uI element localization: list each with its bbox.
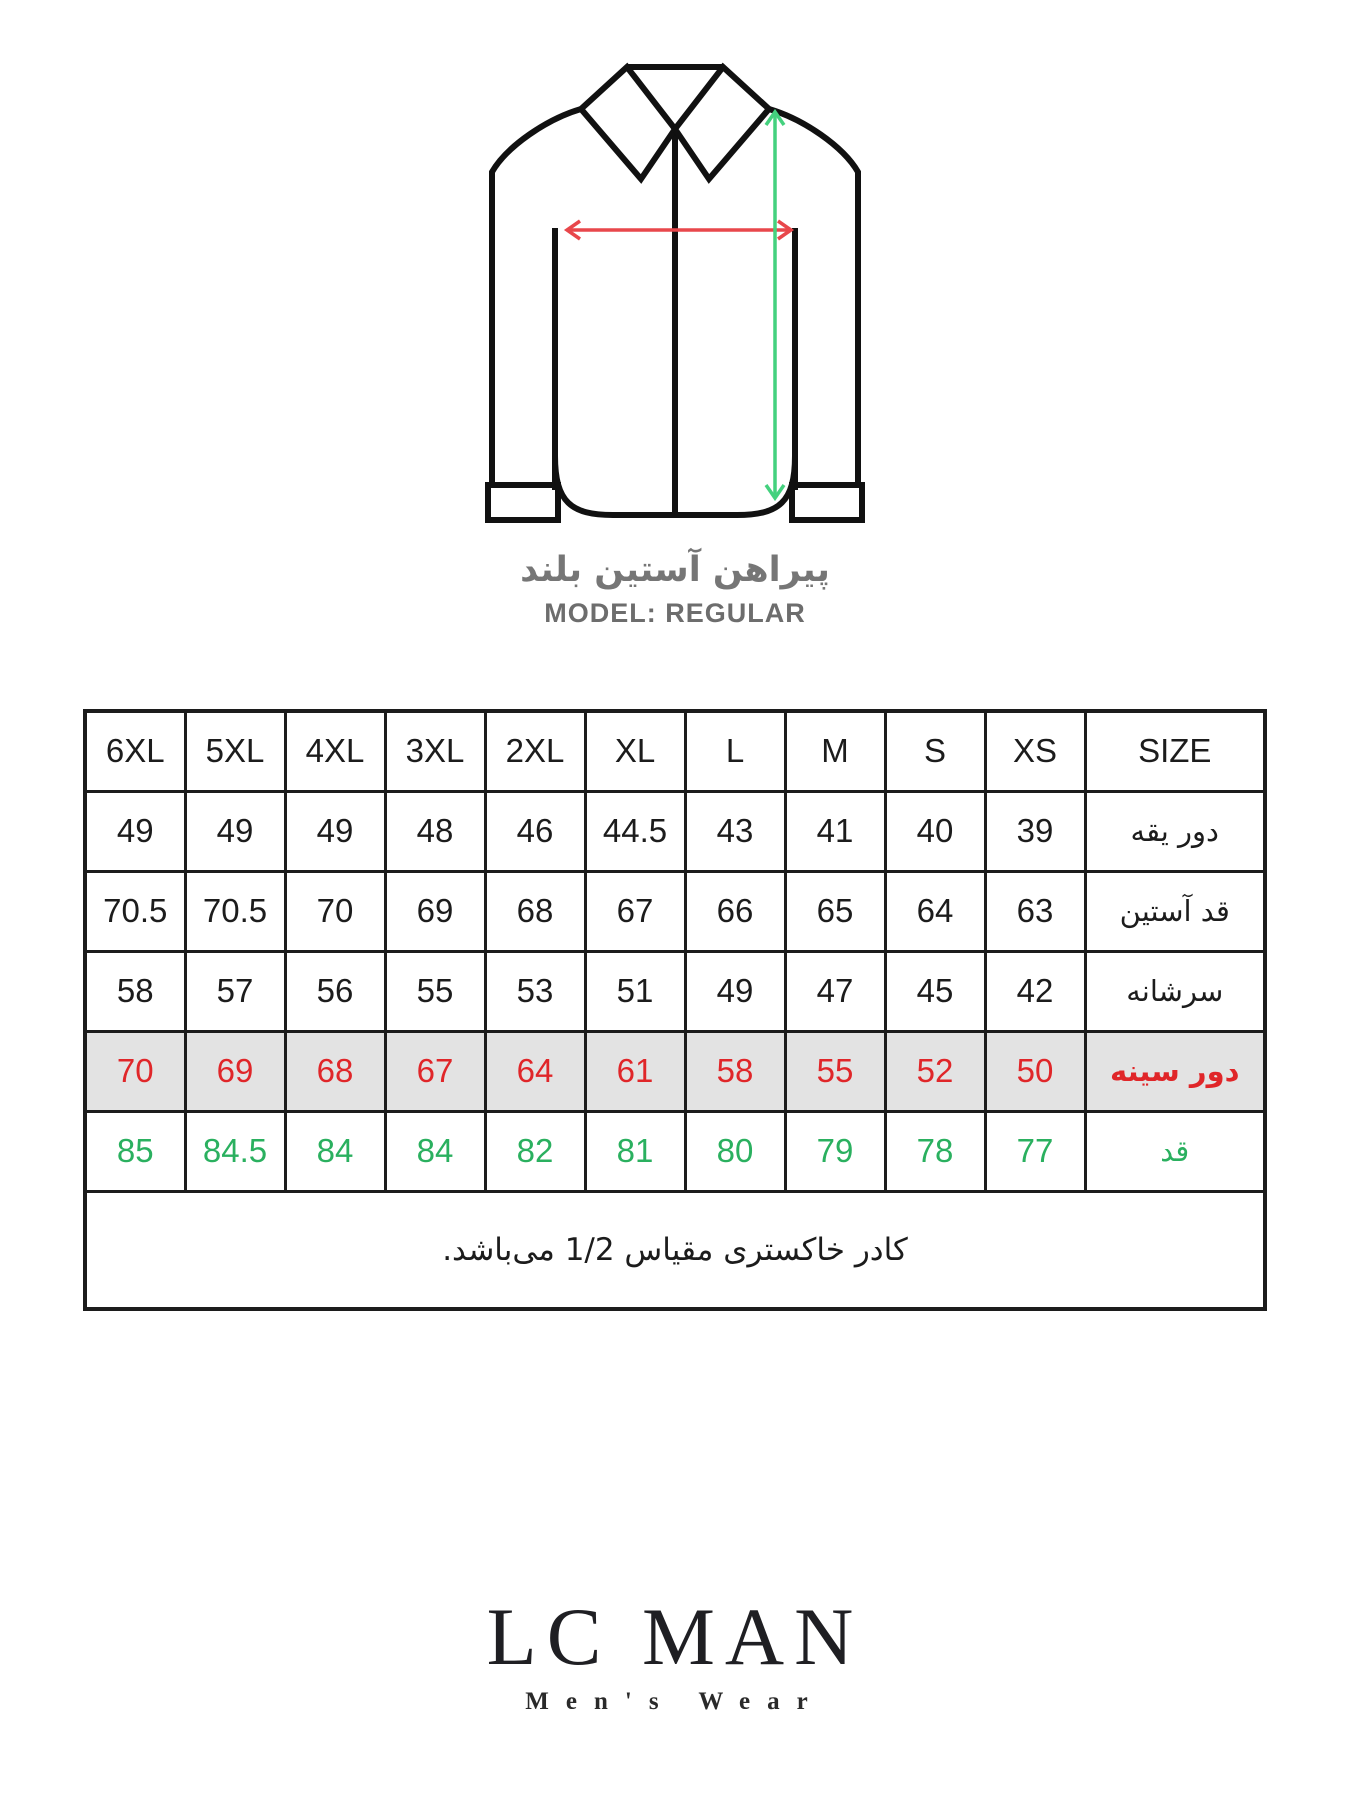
measure-label-cell: دور یقه <box>1085 791 1265 871</box>
measure-value-cell: 58 <box>685 1031 785 1111</box>
measure-row-chest-highlighted <box>85 1031 1265 1111</box>
measure-row-sleeve <box>85 871 1265 951</box>
shirt-diagram-section <box>0 0 1350 629</box>
measure-label-cell: قد <box>1085 1111 1265 1191</box>
measure-value-cell: 44.5 <box>585 791 685 871</box>
measure-value-cell: 69 <box>185 1031 285 1111</box>
size-col-header: XL <box>585 711 685 791</box>
measure-value-cell: 68 <box>485 871 585 951</box>
measure-value-cell: 66 <box>685 871 785 951</box>
measure-value-cell: 84.5 <box>185 1111 285 1191</box>
measure-value-cell: 70 <box>285 871 385 951</box>
scale-note: کادر خاکستری مقیاس 1/2 می‌باشد. <box>85 1191 1265 1309</box>
measure-value-cell: 46 <box>485 791 585 871</box>
measure-value-cell: 63 <box>985 871 1085 951</box>
size-col-header: 3XL <box>385 711 485 791</box>
brand-tagline: Men's Wear <box>525 1688 825 1715</box>
measure-value-cell: 85 <box>85 1111 185 1191</box>
measure-value-cell: 49 <box>285 791 385 871</box>
measure-label-cell: سرشانه <box>1085 951 1265 1031</box>
measure-value-cell: 67 <box>385 1031 485 1111</box>
measure-value-cell: 67 <box>585 871 685 951</box>
measure-row-collar <box>85 791 1265 871</box>
measure-value-cell: 68 <box>285 1031 385 1111</box>
measure-value-cell: 39 <box>985 791 1085 871</box>
measure-value-cell: 40 <box>885 791 985 871</box>
length-arrow-icon <box>766 112 784 498</box>
measure-value-cell: 45 <box>885 951 985 1031</box>
measure-value-cell: 84 <box>285 1111 385 1191</box>
size-col-header: M <box>785 711 885 791</box>
brand-name: LC MAN <box>486 1591 864 1682</box>
measure-value-cell: 69 <box>385 871 485 951</box>
measure-value-cell: 64 <box>485 1031 585 1111</box>
measure-label-cell: دور سینه <box>1085 1031 1265 1111</box>
measure-value-cell: 50 <box>985 1031 1085 1111</box>
measure-value-cell: 49 <box>185 791 285 871</box>
measure-value-cell: 57 <box>185 951 285 1031</box>
measure-value-cell: 48 <box>385 791 485 871</box>
measure-value-cell: 77 <box>985 1111 1085 1191</box>
measure-value-cell: 70.5 <box>85 871 185 951</box>
size-col-header: XS <box>985 711 1085 791</box>
measure-value-cell: 49 <box>685 951 785 1031</box>
size-col-header: SIZE <box>1085 711 1265 791</box>
garment-caption-farsi: پیراهن آستین بلند <box>520 550 830 590</box>
measure-value-cell: 81 <box>585 1111 685 1191</box>
measure-value-cell: 42 <box>985 951 1085 1031</box>
measure-value-cell: 52 <box>885 1031 985 1111</box>
size-header-row <box>85 711 1265 791</box>
measure-value-cell: 43 <box>685 791 785 871</box>
measure-value-cell: 55 <box>785 1031 885 1111</box>
measure-value-cell: 61 <box>585 1031 685 1111</box>
size-table <box>83 709 1267 1311</box>
measure-value-cell: 55 <box>385 951 485 1031</box>
size-col-header: 4XL <box>285 711 385 791</box>
measure-value-cell: 58 <box>85 951 185 1031</box>
size-col-header: 2XL <box>485 711 585 791</box>
measure-value-cell: 78 <box>885 1111 985 1191</box>
measure-value-cell: 49 <box>85 791 185 871</box>
size-col-header: S <box>885 711 985 791</box>
measure-row-length <box>85 1111 1265 1191</box>
shirt-outline-diagram-icon <box>475 52 875 524</box>
measure-value-cell: 53 <box>485 951 585 1031</box>
measure-value-cell: 41 <box>785 791 885 871</box>
size-col-header: 6XL <box>85 711 185 791</box>
measure-value-cell: 47 <box>785 951 885 1031</box>
measure-value-cell: 70 <box>85 1031 185 1111</box>
measure-label-cell: قد آستین <box>1085 871 1265 951</box>
model-label: MODEL: REGULAR <box>544 598 806 628</box>
measure-value-cell: 79 <box>785 1111 885 1191</box>
measure-value-cell: 65 <box>785 871 885 951</box>
measure-value-cell: 82 <box>485 1111 585 1191</box>
size-col-header: L <box>685 711 785 791</box>
measure-value-cell: 70.5 <box>185 871 285 951</box>
size-col-header: 5XL <box>185 711 285 791</box>
measure-value-cell: 56 <box>285 951 385 1031</box>
measure-value-cell: 80 <box>685 1111 785 1191</box>
chest-width-arrow-icon <box>567 221 791 239</box>
measure-row-shoulder <box>85 951 1265 1031</box>
measure-value-cell: 64 <box>885 871 985 951</box>
brand-logo <box>0 1591 1350 1716</box>
measure-value-cell: 84 <box>385 1111 485 1191</box>
table-note-row <box>85 1191 1265 1309</box>
measure-value-cell: 51 <box>585 951 685 1031</box>
